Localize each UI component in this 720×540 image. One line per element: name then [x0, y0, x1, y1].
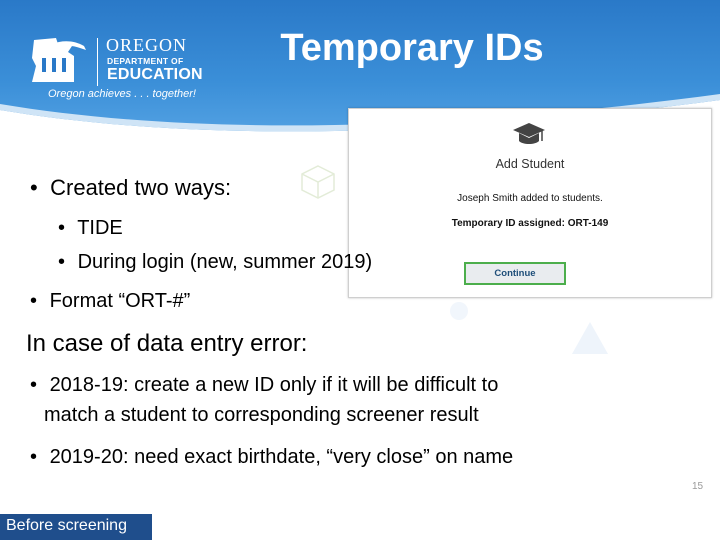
- footer-bar: [0, 514, 152, 540]
- bullet-text: TIDE: [77, 217, 123, 239]
- circle-decoration: [448, 300, 470, 322]
- logo-education-text: EDUCATION: [107, 66, 203, 83]
- dialog-title: Add Student: [495, 157, 565, 171]
- bullet-tide: • TIDE: [58, 217, 123, 239]
- dialog-message: Joseph Smith added to students.: [457, 193, 603, 204]
- oregon-education-logo: [28, 36, 218, 100]
- logo-tagline: Oregon achieves . . . together!: [48, 88, 196, 100]
- footer-label: Before screening: [6, 517, 127, 534]
- slide-title: Temporary IDs: [280, 27, 544, 69]
- bullet-2019-20: • 2019-20: need exact birthdate, “very close” on name: [30, 446, 514, 468]
- graduation-cap-icon: [511, 121, 547, 149]
- bullet-during-login: • During login (new, summer 2019): [58, 251, 373, 273]
- add-student-dialog: [348, 108, 712, 298]
- logo-department-text: DEPARTMENT OF: [107, 56, 184, 66]
- bullet-2018-19-continuation: [44, 403, 479, 427]
- page-number: 15: [692, 481, 704, 492]
- bullet-text: 2018-19: create a new ID only if it will be difficult to: [49, 374, 499, 396]
- bullet-text: Created two ways:: [50, 175, 232, 200]
- dialog-temporary-id: Temporary ID assigned: ORT-149: [451, 218, 609, 229]
- bullet-text: Format “ORT-#”: [49, 290, 191, 312]
- bullet-text: During login (new, summer 2019): [77, 251, 373, 273]
- bullet-text: match a student to corresponding screener result: [44, 404, 479, 426]
- bullet-created-two-ways: • Created two ways:: [30, 175, 232, 200]
- oregon-map-icon: [28, 36, 90, 84]
- section-heading: In case of data entry error:: [26, 330, 308, 357]
- triangle-decoration: [570, 320, 610, 356]
- logo-oregon-text: OREGON: [106, 35, 187, 55]
- cube-decoration: [298, 162, 338, 202]
- bullet-text: 2019-20: need exact birthdate, “very close” on name: [49, 446, 514, 468]
- continue-button[interactable]: Continue: [464, 262, 566, 285]
- bullet-2018-19: • 2018-19: create a new ID only if it will be difficult to: [30, 374, 499, 396]
- logo-divider: [97, 38, 98, 86]
- bullet-format: • Format “ORT-#”: [30, 290, 191, 312]
